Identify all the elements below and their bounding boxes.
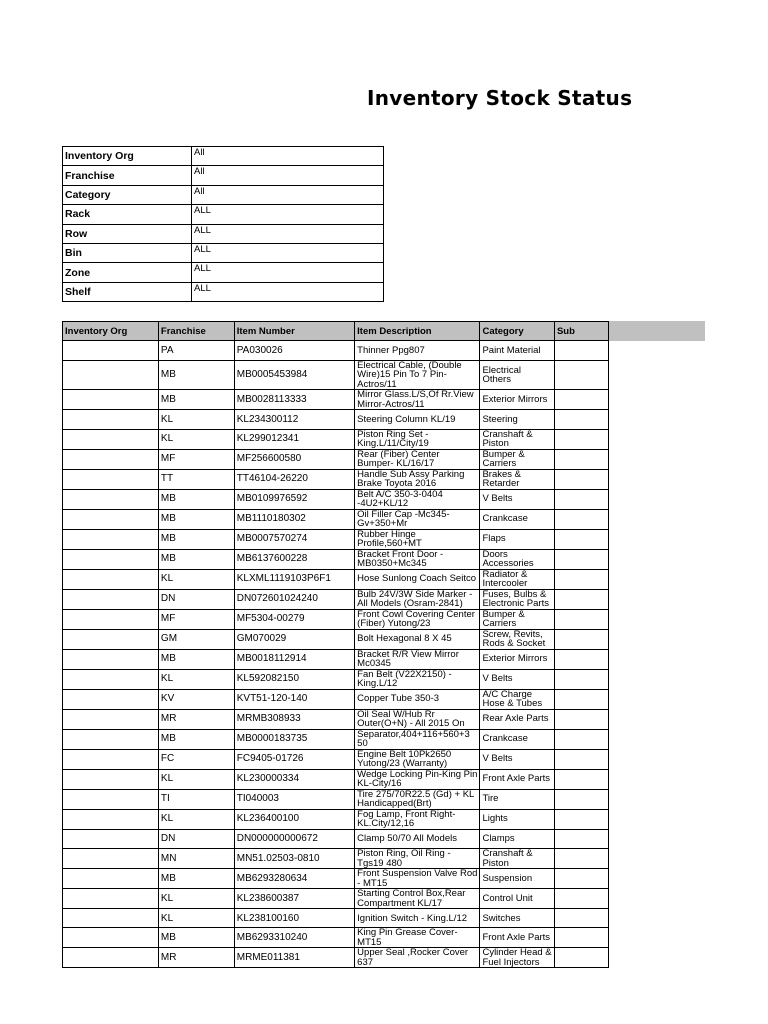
- table-cell: [63, 849, 159, 869]
- table-row: [63, 509, 609, 529]
- table-cell: KL: [158, 889, 234, 909]
- filter-value: ALL: [192, 282, 384, 301]
- table-row: [63, 769, 609, 789]
- table-row: [63, 629, 609, 649]
- column-header: Category: [480, 322, 555, 341]
- table-cell: KL: [158, 669, 234, 689]
- filter-label: Shelf: [63, 282, 192, 301]
- table-row: [63, 549, 609, 569]
- filter-label: Category: [63, 185, 192, 204]
- table-cell: GM: [158, 629, 234, 649]
- table-cell: MB: [158, 529, 234, 549]
- table-cell: [63, 429, 159, 449]
- table-cell: [554, 390, 608, 410]
- table-row: [63, 669, 609, 689]
- table-cell: Front Cowl Covering Center (Fiber) Yutong/23: [355, 609, 480, 629]
- table-cell: [63, 928, 159, 948]
- filter-row: [63, 263, 384, 282]
- table-cell: Front Axle Parts: [480, 769, 555, 789]
- table-cell: Screw, Revits, Rods & Socket: [480, 629, 555, 649]
- table-cell: MB6293310240: [234, 928, 354, 948]
- table-cell: [554, 529, 608, 549]
- table-cell: MRME011381: [234, 948, 354, 968]
- table-cell: MB0018112914: [234, 649, 354, 669]
- table-cell: Radiator & Intercooler: [480, 569, 555, 589]
- table-cell: Rear Axle Parts: [480, 709, 555, 729]
- table-cell: [554, 549, 608, 569]
- table-cell: [63, 509, 159, 529]
- table-row: [63, 749, 609, 769]
- inventory-table: [62, 321, 609, 968]
- table-cell: [554, 729, 608, 749]
- table-cell: KL238600387: [234, 889, 354, 909]
- table-cell: Handle Sub Assy Parking Brake Toyota 2016: [355, 469, 480, 489]
- table-cell: MR: [158, 948, 234, 968]
- table-cell: [63, 749, 159, 769]
- table-row: [63, 390, 609, 410]
- table-cell: KL299012341: [234, 429, 354, 449]
- table-cell: [554, 928, 608, 948]
- table-cell: MB: [158, 928, 234, 948]
- table-cell: Brakes & Retarder: [480, 469, 555, 489]
- table-cell: [63, 649, 159, 669]
- table-cell: Front Axle Parts: [480, 928, 555, 948]
- table-cell: KL234300112: [234, 410, 354, 429]
- table-cell: PA030026: [234, 341, 354, 360]
- table-cell: [63, 529, 159, 549]
- table-cell: [63, 889, 159, 909]
- table-cell: Copper Tube 350-3: [355, 689, 480, 709]
- table-row: [63, 689, 609, 709]
- table-cell: [554, 909, 608, 928]
- table-cell: TI: [158, 789, 234, 809]
- table-cell: KL: [158, 410, 234, 429]
- table-cell: MB1110180302: [234, 509, 354, 529]
- filter-row: [63, 147, 384, 166]
- table-cell: Fuses, Bulbs & Electronic Parts: [480, 589, 555, 609]
- column-header: Franchise: [158, 322, 234, 341]
- table-cell: [554, 469, 608, 489]
- table-cell: MN51.02503-0810: [234, 849, 354, 869]
- filter-row: [63, 224, 384, 243]
- table-cell: [63, 669, 159, 689]
- table-cell: [63, 809, 159, 829]
- table-cell: Fog Lamp, Front Right-KL.City/12,16: [355, 809, 480, 829]
- table-cell: [554, 449, 608, 469]
- table-cell: Crankcase: [480, 509, 555, 529]
- table-cell: [554, 589, 608, 609]
- table-cell: King Pin Grease Cover-MT15: [355, 928, 480, 948]
- title-area: [0, 84, 633, 114]
- table-cell: Bumper & Carriers: [480, 449, 555, 469]
- filter-value: ALL: [192, 243, 384, 262]
- table-cell: Clamps: [480, 829, 555, 848]
- table-cell: MB0000183735: [234, 729, 354, 749]
- table-cell: Wedge Locking Pin-King Pin KL-City/16: [355, 769, 480, 789]
- filter-value: All: [192, 166, 384, 185]
- table-cell: Hose Sunlong Coach Seitco: [355, 569, 480, 589]
- filter-label: Rack: [63, 205, 192, 224]
- filter-row: [63, 205, 384, 224]
- column-header: Sub: [554, 322, 608, 341]
- table-cell: MF256600580: [234, 449, 354, 469]
- table-cell: [63, 609, 159, 629]
- table-cell: MB: [158, 489, 234, 509]
- table-cell: MB6293280634: [234, 869, 354, 889]
- table-cell: FC: [158, 749, 234, 769]
- table-row: [63, 928, 609, 948]
- filter-table: [62, 146, 384, 302]
- table-cell: MB: [158, 549, 234, 569]
- table-cell: [554, 948, 608, 968]
- table-cell: PA: [158, 341, 234, 360]
- filter-row: [63, 243, 384, 262]
- table-cell: [63, 689, 159, 709]
- table-cell: Rubber Hinge Profile,560+MT: [355, 529, 480, 549]
- column-header: Item Description: [355, 322, 480, 341]
- table-cell: KV: [158, 689, 234, 709]
- table-cell: [63, 869, 159, 889]
- table-cell: Electrical Others: [480, 360, 555, 390]
- table-cell: TT46104-26220: [234, 469, 354, 489]
- table-cell: [63, 789, 159, 809]
- table-cell: [63, 829, 159, 848]
- table-cell: [554, 629, 608, 649]
- table-cell: Cranshaft & Piston: [480, 849, 555, 869]
- table-cell: [63, 410, 159, 429]
- table-row: [63, 569, 609, 589]
- filter-label: Inventory Org: [63, 147, 192, 166]
- table-cell: [554, 829, 608, 848]
- table-cell: [554, 789, 608, 809]
- table-row: [63, 489, 609, 509]
- table-cell: [554, 429, 608, 449]
- table-cell: [554, 849, 608, 869]
- table-cell: [554, 509, 608, 529]
- inventory-table-viewport: [62, 321, 609, 968]
- table-cell: Flaps: [480, 529, 555, 549]
- table-cell: [63, 589, 159, 609]
- table-cell: Starting Control Box,Rear Compartment KL/17: [355, 889, 480, 909]
- table-cell: [63, 449, 159, 469]
- table-row: [63, 410, 609, 429]
- filter-row: [63, 185, 384, 204]
- table-cell: MF5304-00279: [234, 609, 354, 629]
- table-cell: DN000000000672: [234, 829, 354, 848]
- table-row: [63, 849, 609, 869]
- table-cell: Cylinder Head & Fuel Injectors: [480, 948, 555, 968]
- table-row: [63, 789, 609, 809]
- table-cell: V Belts: [480, 669, 555, 689]
- table-cell: Bolt Hexagonal 8 X 45: [355, 629, 480, 649]
- table-cell: [63, 709, 159, 729]
- table-row: [63, 449, 609, 469]
- table-cell: Bumper & Carriers: [480, 609, 555, 629]
- table-row: [63, 589, 609, 609]
- table-cell: Doors Accessories: [480, 549, 555, 569]
- table-row: [63, 869, 609, 889]
- table-row: [63, 360, 609, 390]
- table-cell: MF: [158, 609, 234, 629]
- table-cell: MB: [158, 509, 234, 529]
- filter-value: ALL: [192, 205, 384, 224]
- table-row: [63, 649, 609, 669]
- table-cell: Thinner Ppg807: [355, 341, 480, 360]
- filter-row: [63, 166, 384, 185]
- table-cell: Engine Belt 10Pk2650 Yutong/23 (Warranty): [355, 749, 480, 769]
- table-cell: MB: [158, 360, 234, 390]
- table-row: [63, 529, 609, 549]
- table-cell: DN: [158, 829, 234, 848]
- table-cell: [63, 769, 159, 789]
- filter-row: [63, 282, 384, 301]
- table-cell: Crankcase: [480, 729, 555, 749]
- table-cell: Bracket R/R View Mirror Mc0345: [355, 649, 480, 669]
- table-cell: GM070029: [234, 629, 354, 649]
- table-cell: KL: [158, 909, 234, 928]
- table-cell: V Belts: [480, 749, 555, 769]
- table-cell: Ignition Switch - King.L/12: [355, 909, 480, 928]
- table-cell: [63, 948, 159, 968]
- table-cell: Exterior Mirrors: [480, 649, 555, 669]
- table-cell: Piston Ring, Oil Ring - Tgs19 480: [355, 849, 480, 869]
- table-cell: MB0007570274: [234, 529, 354, 549]
- table-cell: TI040003: [234, 789, 354, 809]
- table-cell: MB: [158, 649, 234, 669]
- table-cell: KLXML1119103P6F1: [234, 569, 354, 589]
- table-cell: [554, 669, 608, 689]
- table-cell: [554, 360, 608, 390]
- table-cell: [554, 749, 608, 769]
- table-cell: KL: [158, 809, 234, 829]
- table-cell: Tire: [480, 789, 555, 809]
- table-cell: MB6137600228: [234, 549, 354, 569]
- report-title: Inventory Stock Status: [367, 86, 633, 110]
- table-cell: [63, 549, 159, 569]
- table-cell: [63, 489, 159, 509]
- table-cell: [554, 869, 608, 889]
- table-cell: [63, 629, 159, 649]
- filter-label: Bin: [63, 243, 192, 262]
- table-cell: KL: [158, 429, 234, 449]
- table-row: [63, 469, 609, 489]
- table-cell: Paint Material: [480, 341, 555, 360]
- table-cell: Electrical Cable, (Double Wire)15 Pin To 7 Pin-Actros/11: [355, 360, 480, 390]
- table-cell: Mirror Glass.L/S,Of Rr.View Mirror-Actros/11: [355, 390, 480, 410]
- table-cell: Exterior Mirrors: [480, 390, 555, 410]
- table-cell: Clamp 50/70 All Models: [355, 829, 480, 848]
- table-cell: MB0005453984: [234, 360, 354, 390]
- table-cell: [554, 649, 608, 669]
- table-cell: [63, 360, 159, 390]
- table-cell: MR: [158, 709, 234, 729]
- table-cell: KL: [158, 569, 234, 589]
- table-cell: [554, 489, 608, 509]
- filter-label: Franchise: [63, 166, 192, 185]
- table-row: [63, 948, 609, 968]
- table-cell: MN: [158, 849, 234, 869]
- filter-label: Zone: [63, 263, 192, 282]
- column-header: Item Number: [234, 322, 354, 341]
- filter-label: Row: [63, 224, 192, 243]
- table-cell: V Belts: [480, 489, 555, 509]
- table-cell: [554, 689, 608, 709]
- table-cell: Fan Belt (V22X2150) - King.L/12: [355, 669, 480, 689]
- table-cell: Piston Ring Set -King.L/11/City/19: [355, 429, 480, 449]
- table-cell: [63, 390, 159, 410]
- table-cell: KL236400100: [234, 809, 354, 829]
- table-cell: [554, 709, 608, 729]
- table-cell: MB0109976592: [234, 489, 354, 509]
- table-cell: Tire 275/70R22.5 (Gd) + KL Handicapped(Brt): [355, 789, 480, 809]
- filter-value: All: [192, 185, 384, 204]
- table-cell: MB: [158, 390, 234, 410]
- table-cell: KL230000334: [234, 769, 354, 789]
- table-header-row: [63, 322, 609, 341]
- table-cell: Belt A/C 350-3-0404 -4U2+KL/12: [355, 489, 480, 509]
- table-row: [63, 889, 609, 909]
- table-cell: [63, 341, 159, 360]
- table-cell: Front Suspension Valve Rod - MT15: [355, 869, 480, 889]
- table-cell: Oil Filler Cap -Mc345-Gv+350+Mr: [355, 509, 480, 529]
- table-cell: DN: [158, 589, 234, 609]
- table-cell: [554, 569, 608, 589]
- filter-value: All: [192, 147, 384, 166]
- table-cell: Control Unit: [480, 889, 555, 909]
- table-cell: Cranshaft & Piston: [480, 429, 555, 449]
- table-row: [63, 909, 609, 928]
- table-cell: Bulb 24V/3W Side Marker - All Models (Osram-2841): [355, 589, 480, 609]
- table-cell: MRMB308933: [234, 709, 354, 729]
- table-row: [63, 429, 609, 449]
- table-cell: A/C Charge Hose & Tubes: [480, 689, 555, 709]
- table-cell: [63, 569, 159, 589]
- table-cell: MB: [158, 869, 234, 889]
- table-cell: Rear (Fiber) Center Bumper- KL/16/17: [355, 449, 480, 469]
- table-row: [63, 609, 609, 629]
- header-band-extension: [609, 321, 705, 341]
- table-cell: [554, 341, 608, 360]
- table-cell: [63, 729, 159, 749]
- table-cell: MB: [158, 729, 234, 749]
- table-cell: Lights: [480, 809, 555, 829]
- table-row: [63, 729, 609, 749]
- table-cell: [554, 609, 608, 629]
- column-header: Inventory Org: [63, 322, 159, 341]
- table-cell: [554, 809, 608, 829]
- table-cell: Separator,404+116+560+3 50: [355, 729, 480, 749]
- table-cell: Bracket Front Door - MB0350+Mc345: [355, 549, 480, 569]
- table-cell: Switches: [480, 909, 555, 928]
- table-cell: Steering Column KL/19: [355, 410, 480, 429]
- table-cell: KL592082150: [234, 669, 354, 689]
- table-cell: [63, 469, 159, 489]
- filter-value: ALL: [192, 224, 384, 243]
- table-cell: [554, 769, 608, 789]
- table-row: [63, 341, 609, 360]
- table-cell: MF: [158, 449, 234, 469]
- table-cell: Suspension: [480, 869, 555, 889]
- table-cell: KVT51-120-140: [234, 689, 354, 709]
- table-cell: DN072601024240: [234, 589, 354, 609]
- table-cell: Oil Seal W/Hub Rr Outer(O+N) - All 2015 On: [355, 709, 480, 729]
- table-cell: Steering: [480, 410, 555, 429]
- table-cell: MB0028113333: [234, 390, 354, 410]
- table-cell: FC9405-01726: [234, 749, 354, 769]
- table-cell: TT: [158, 469, 234, 489]
- table-cell: [63, 909, 159, 928]
- filter-value: ALL: [192, 263, 384, 282]
- table-cell: Upper Seal ,Rocker Cover 637: [355, 948, 480, 968]
- table-cell: [554, 410, 608, 429]
- table-cell: [554, 889, 608, 909]
- table-row: [63, 809, 609, 829]
- table-row: [63, 829, 609, 848]
- table-cell: KL: [158, 769, 234, 789]
- table-row: [63, 709, 609, 729]
- table-cell: KL238100160: [234, 909, 354, 928]
